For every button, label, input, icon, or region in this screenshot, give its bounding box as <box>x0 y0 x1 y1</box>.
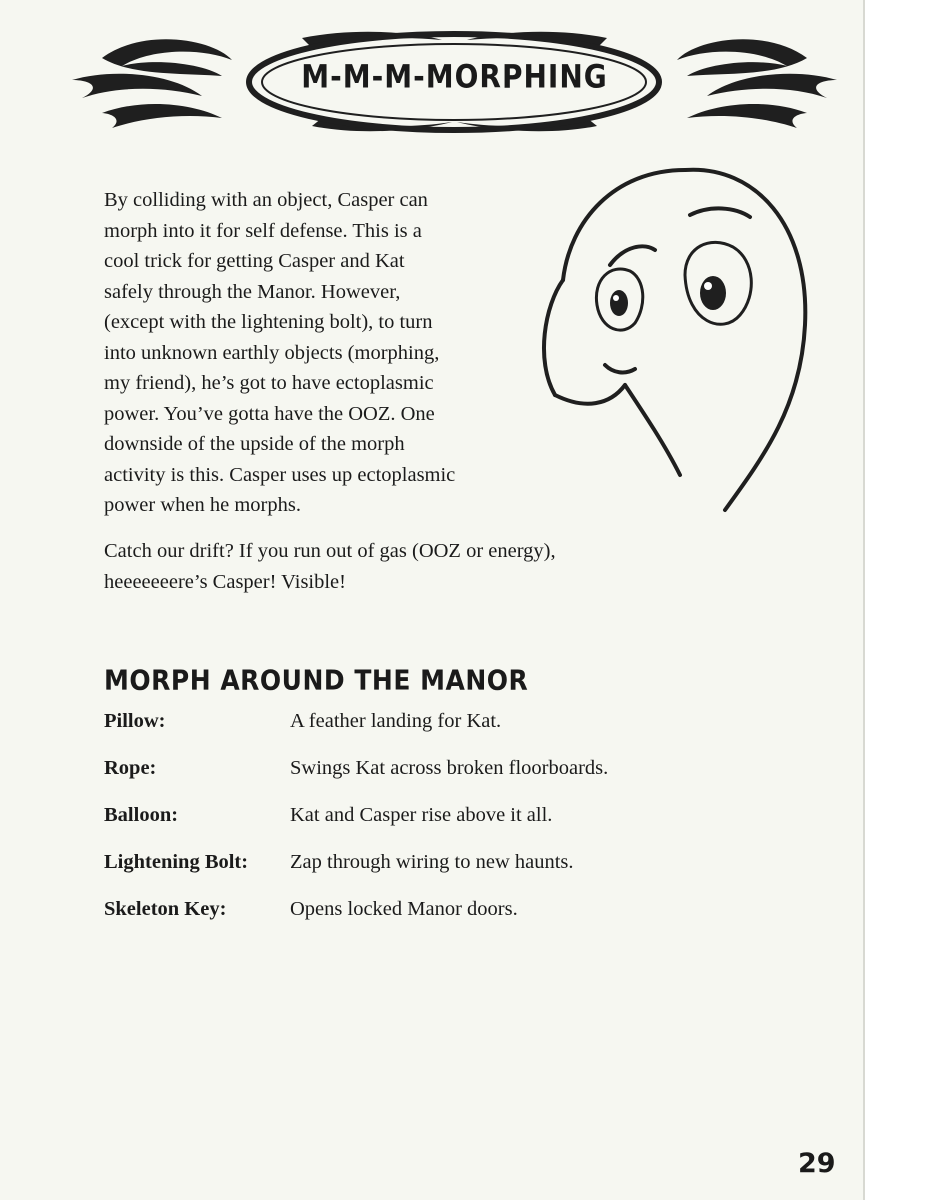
section-heading: MORPH AROUND THE MANOR <box>104 664 529 696</box>
casper-ghost-icon <box>535 155 825 525</box>
morph-list <box>104 706 764 941</box>
morph-term: Lightening Bolt: <box>104 851 249 873</box>
morph-description: Zap through wiring to new haunts. <box>290 851 574 873</box>
intro-line: my friend), he’s got to have ectoplasmic <box>104 372 434 394</box>
page-number: 29 <box>798 1148 836 1179</box>
morph-description: Swings Kat across broken floorboards. <box>290 757 609 779</box>
drift-paragraph <box>104 536 724 597</box>
page-header <box>62 18 847 143</box>
drift-line: Catch our drift? If you run out of gas (OOZ or energy), <box>104 540 556 562</box>
intro-line: morph into it for self defense. This is a <box>104 219 422 242</box>
intro-paragraph <box>104 185 534 521</box>
intro-line: power. You’ve gotta have the OOZ. One <box>104 402 435 425</box>
intro-line: into unknown earthly objects (morphing, <box>104 341 440 364</box>
morph-term: Pillow: <box>104 710 166 732</box>
intro-line: By colliding with an object, Casper can <box>104 189 428 211</box>
intro-line: activity is this. Casper uses up ectoplasmic <box>104 463 456 486</box>
page-title: M-M-M-MORPHING <box>301 57 608 96</box>
morph-description: Opens locked Manor doors. <box>290 898 518 920</box>
list-item <box>104 894 764 941</box>
intro-line: downside of the upside of the morph <box>104 433 405 455</box>
intro-line: (except with the lightening bolt), to turn <box>104 311 433 333</box>
list-item <box>104 847 764 894</box>
intro-line: cool trick for getting Casper and Kat <box>104 250 405 272</box>
intro-line: safely through the Manor. However, <box>104 280 401 303</box>
page-edge <box>863 0 927 1200</box>
list-item <box>104 800 764 847</box>
list-item <box>104 753 764 800</box>
morph-term: Rope: <box>104 757 157 779</box>
morph-description: A feather landing for Kat. <box>290 710 502 732</box>
intro-line: power when he morphs. <box>104 494 301 516</box>
drift-line: heeeeeeere’s Casper! Visible! <box>104 570 346 593</box>
list-item <box>104 706 764 753</box>
morph-term: Skeleton Key: <box>104 898 227 920</box>
morph-description: Kat and Casper rise above it all. <box>290 804 553 826</box>
morph-term: Balloon: <box>104 804 179 826</box>
